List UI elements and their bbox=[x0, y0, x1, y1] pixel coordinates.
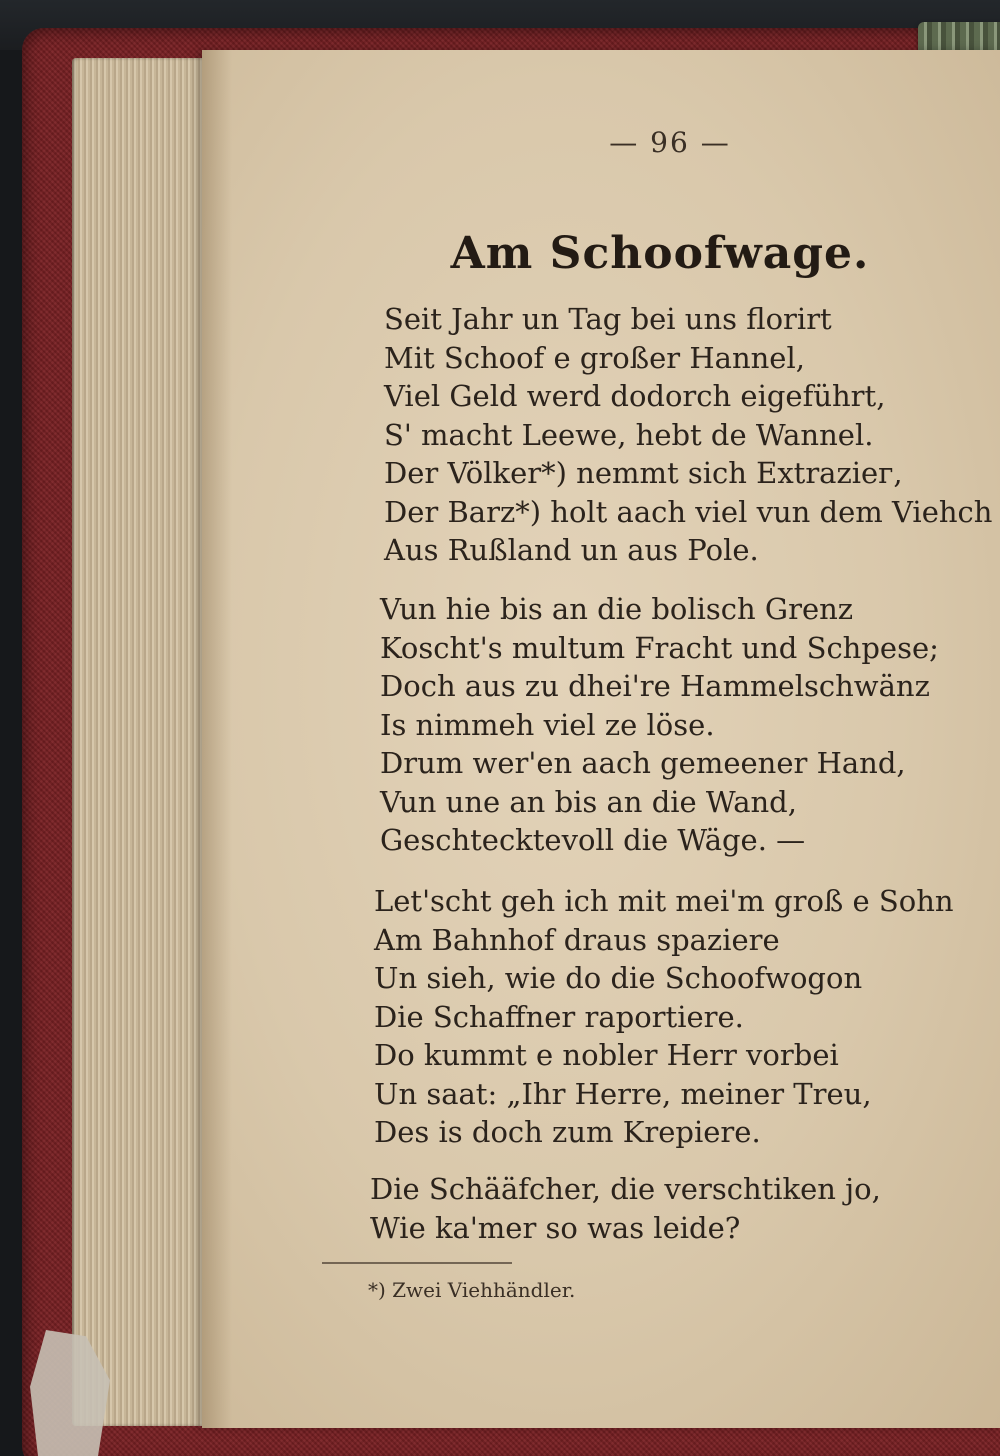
poem-line: Aus Rußland un aus Pole. bbox=[384, 533, 759, 567]
poem-line: Seit Jahr un Tag bei uns florirt bbox=[384, 302, 832, 336]
poem-line: Viel Geld werd dodorch eigeführt, bbox=[384, 379, 886, 413]
poem-line: Am Bahnhof draus spaziere bbox=[374, 922, 780, 957]
stanza-1 bbox=[384, 300, 992, 570]
page-number: — 96 — bbox=[609, 126, 731, 159]
stanza-3 bbox=[374, 882, 954, 1152]
poem-line: Mit Schoof e großer Hannel, bbox=[384, 340, 805, 375]
poem-line: Un sieh, wie do die Schoofwogon bbox=[374, 961, 863, 995]
poem-title: Am Schoofwage. bbox=[450, 228, 870, 279]
page-gutter-shadow bbox=[202, 50, 232, 1428]
poem-line: S' macht Leewe, hebt de Wannel. bbox=[384, 417, 874, 452]
poem-line: Koscht's multum Fracht und Schpese; bbox=[380, 630, 939, 665]
page-edges bbox=[72, 58, 222, 1426]
footnote-divider bbox=[322, 1262, 512, 1264]
poem-line: Vun hie bis an die bolisch Grenz bbox=[380, 592, 854, 626]
poem-line: Der Barz*) holt aach viel vun dem Viehch bbox=[384, 494, 993, 529]
stanza-4 bbox=[370, 1170, 881, 1247]
poem-line: Do kummt e nobler Herr vorbei bbox=[374, 1038, 839, 1072]
stanza-2 bbox=[380, 590, 939, 860]
poem-line: Vun une an bis an die Wand, bbox=[380, 784, 797, 819]
poem-line: Wie ka'mer so was leide? bbox=[370, 1210, 741, 1245]
poem-line: Un saat: „Ihr Herre, meiner Treu, bbox=[374, 1076, 872, 1111]
footnote: *) Zwei Viehhändler. bbox=[368, 1278, 576, 1302]
poem-line: Der Völker*) nemmt sich Extraziег, bbox=[384, 456, 903, 490]
poem-line: Die Schääfcher, die verschtiken jo, bbox=[370, 1172, 881, 1206]
poem-line: Let'scht geh ich mit mei'm groß e Sohn bbox=[374, 884, 954, 918]
poem-line: Des is doch zum Krepiere. bbox=[374, 1115, 761, 1149]
poem-line: Is nimmeh viel ze löse. bbox=[380, 707, 715, 742]
poem-line: Drum wer'en aach gemeener Hand, bbox=[380, 746, 906, 780]
poem-line: Die Schaffner raportiere. bbox=[374, 999, 744, 1034]
poem-line: Doch aus zu dhei're Hammelschwänz bbox=[380, 669, 930, 703]
poem-line: Geschtecktevoll die Wäge. — bbox=[380, 823, 806, 857]
